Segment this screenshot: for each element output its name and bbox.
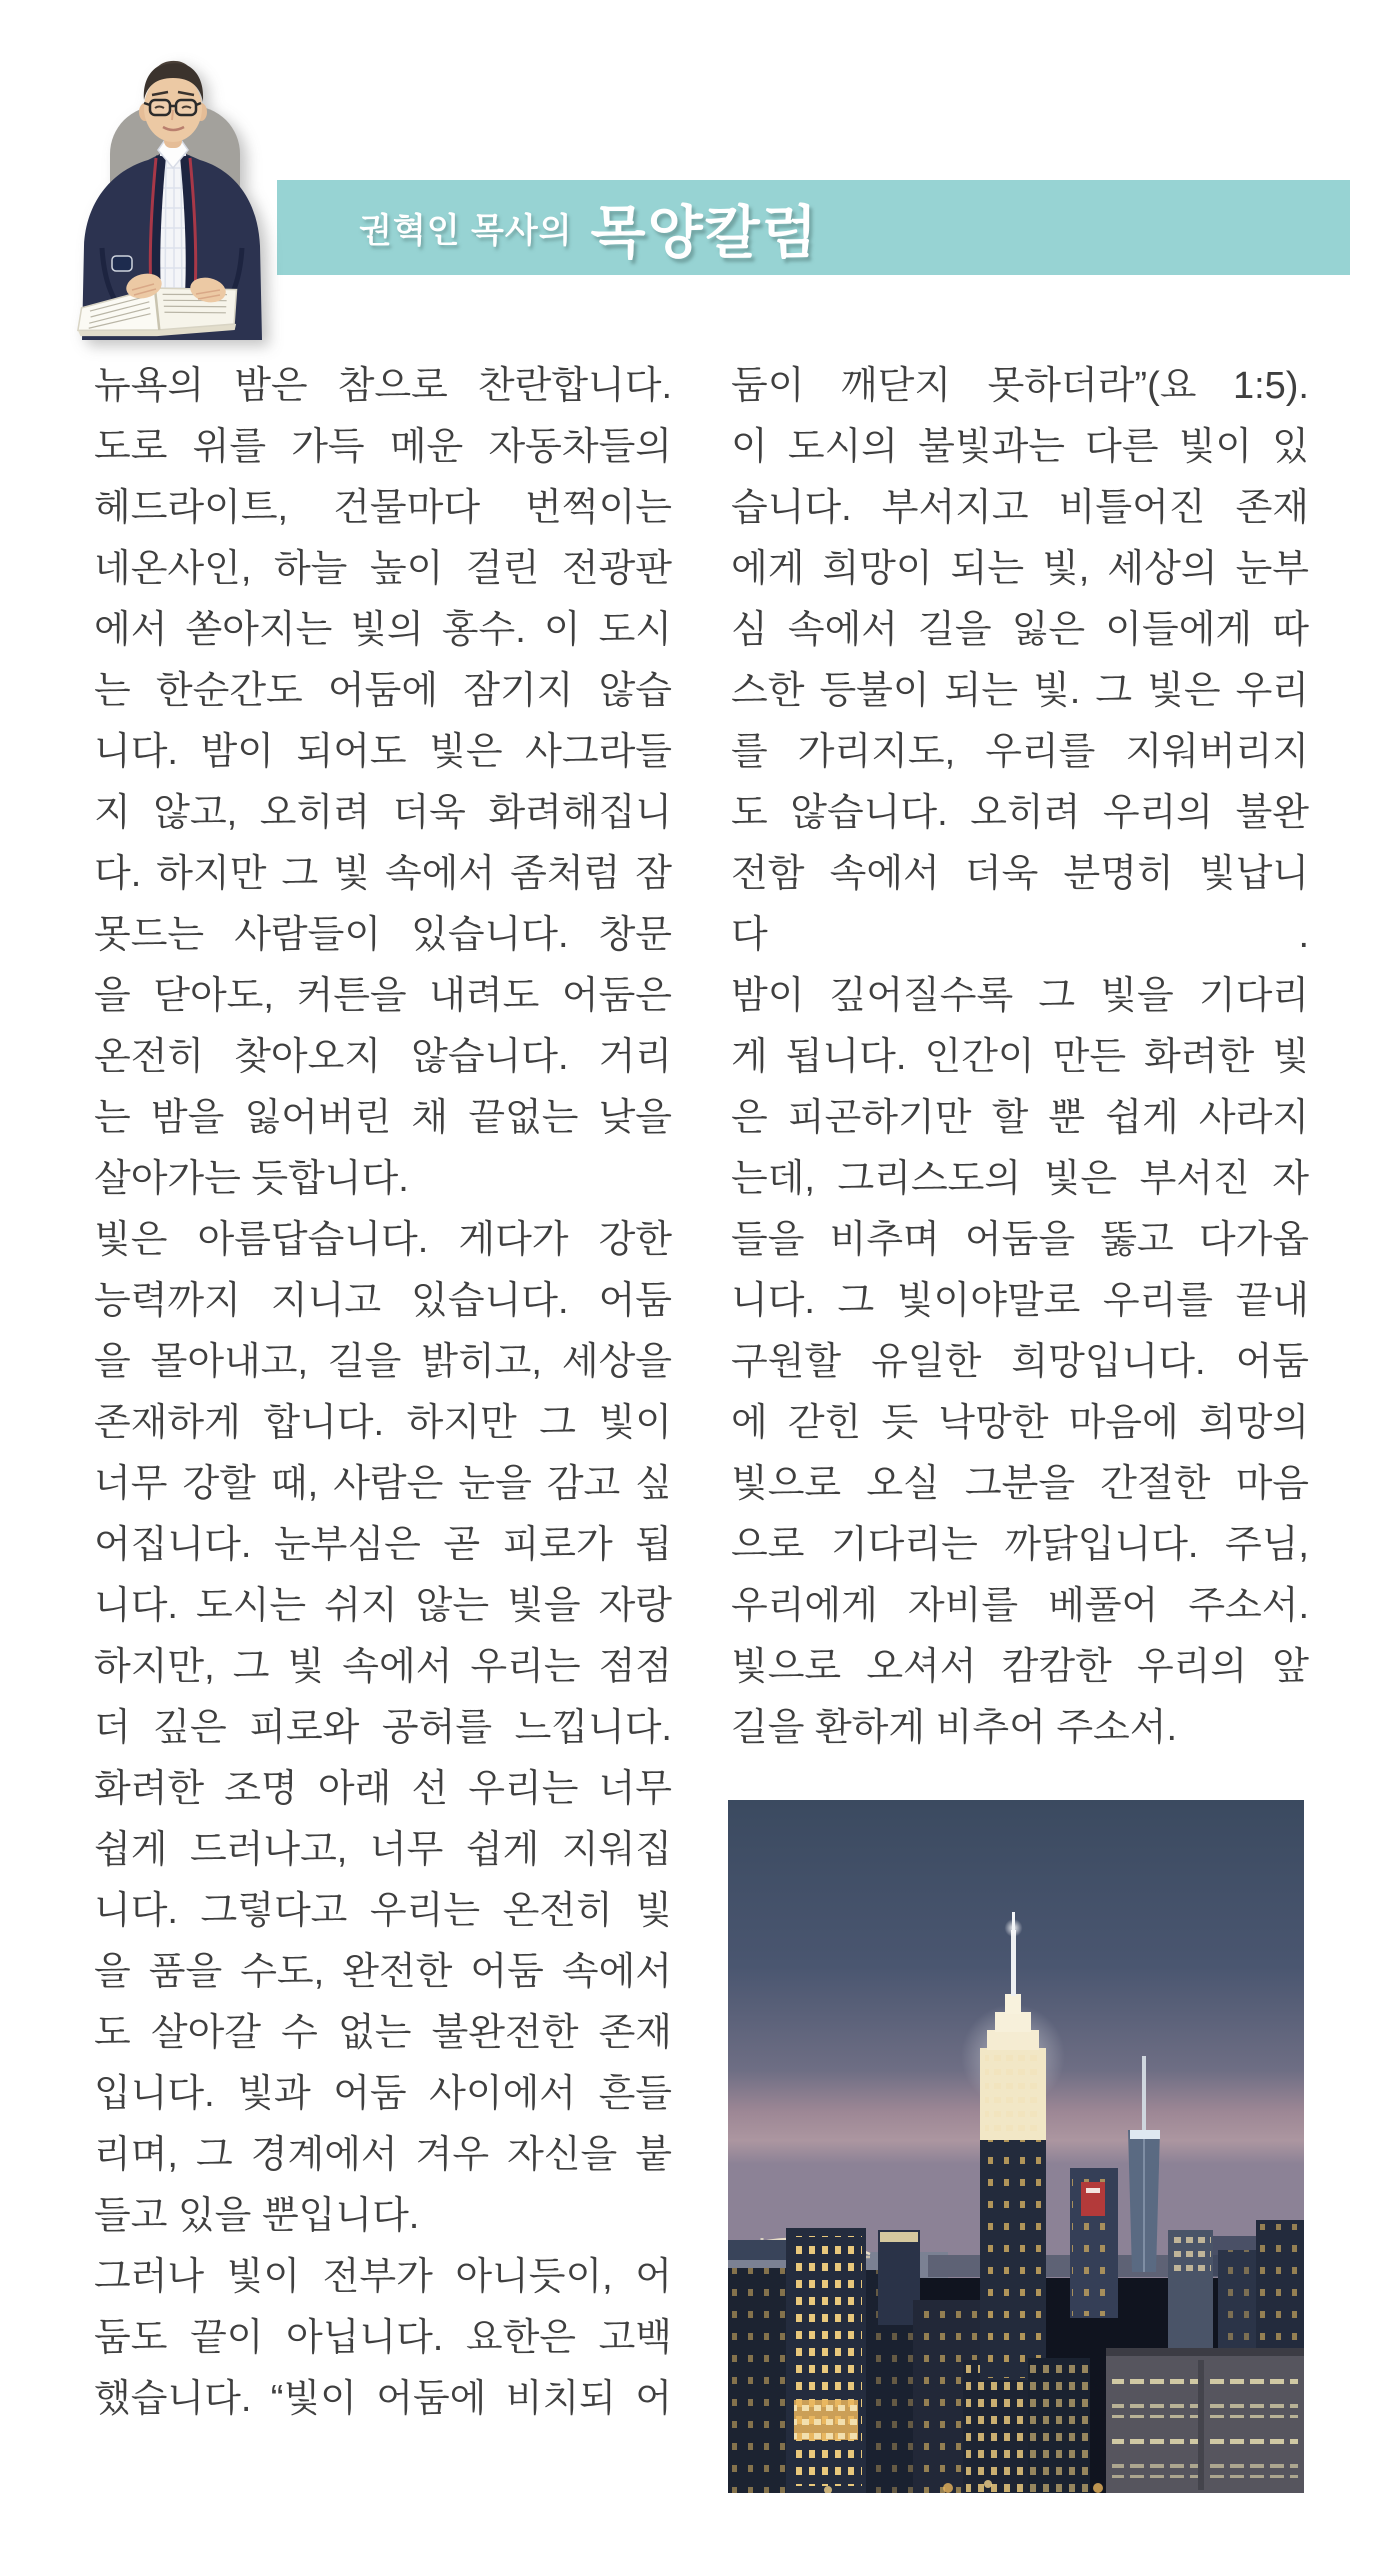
text-line: 뉴욕의 밤은 참으로 찬란합니다. — [94, 365, 672, 407]
text-line: 을 품을 수도, 완전한 어둠 속에서 — [94, 1951, 672, 1993]
text-line: 에서 쏟아지는 빛의 홍수. 이 도시 — [94, 609, 672, 651]
text-line: 빛으로 오셔서 캄캄한 우리의 앞 — [731, 1646, 1309, 1688]
text-line: 구원할 유일한 희망입니다. 어둠 — [731, 1341, 1309, 1383]
text-line: 게 됩니다. 인간이 만든 화려한 빛 — [731, 1036, 1309, 1078]
text-line: 습니다. 부서지고 비틀어진 존재 — [731, 487, 1309, 529]
text-line: 능력까지 지니고 있습니다. 어둠 — [94, 1280, 672, 1322]
text-line: 들고 있을 뿐입니다. — [94, 2195, 420, 2237]
pastor-portrait-photo — [62, 48, 280, 340]
text-line: 니다. 도시는 쉬지 않는 빛을 자랑 — [94, 1585, 672, 1627]
text-line: 빛으로 오실 그분을 간절한 마음 — [731, 1463, 1309, 1505]
text-line: 는 한순간도 어둠에 잠기지 않습 — [94, 670, 672, 712]
text-line: 더 깊은 피로와 공허를 느낍니다. — [94, 1707, 672, 1749]
far-buildings-left — [728, 2240, 788, 2260]
midtown-tower-red-sign — [1070, 2168, 1118, 2318]
text-line: 살아가는 듯합니다. — [94, 1158, 409, 1200]
text-line: 을 몰아내고, 길을 밝히고, 세상을 — [94, 1341, 672, 1383]
text-line: 입니다. 빛과 어둠 사이에서 흔들 — [94, 2073, 672, 2115]
text-line: 니다. 그렇다고 우리는 온전히 빛 — [94, 1890, 672, 1932]
text-line: 화려한 조명 아래 선 우리는 너무 — [94, 1768, 672, 1810]
lapel-right — [185, 156, 191, 310]
text-line: 심 속에서 길을 잃은 이들에게 따 — [731, 609, 1309, 651]
text-line: 네온사인, 하늘 높이 걸린 전광판 — [94, 548, 672, 590]
bottom-middle-tower — [1028, 2358, 1090, 2493]
text-line: 는데, 그리스도의 빛은 부서진 자 — [731, 1158, 1309, 1200]
text-line: 는 밤을 잃어버린 채 끝없는 낮을 — [94, 1097, 672, 1139]
text-line: 들을 비추며 어둠을 뚫고 다가옵 — [731, 1219, 1309, 1261]
text-line: 존재하게 합니다. 하지만 그 빛이 — [94, 1402, 672, 1444]
text-line: 이 도시의 불빛과는 다른 빛이 있 — [731, 426, 1309, 468]
amber-tower — [786, 2228, 866, 2493]
text-line: 스한 등불이 되는 빛. 그 빛은 우리 — [731, 670, 1309, 712]
text-line: 하지만, 그 빛 속에서 우리는 점점 — [94, 1646, 672, 1688]
text-line: 을 닫아도, 커튼을 내려도 어둠은 — [94, 975, 672, 1017]
banner-title-group — [359, 187, 819, 269]
text-line: 에게 희망이 되는 빛, 세상의 눈부 — [731, 548, 1309, 590]
text-line: 온전히 찾아오지 않습니다. 거리 — [94, 1036, 672, 1078]
nose — [172, 110, 173, 120]
text-line: 전함 속에서 더욱 분명히 빛납니 — [731, 853, 1309, 895]
text-line: 빛은 아름답습니다. 게다가 강한 — [94, 1219, 672, 1261]
text-line: 니다. 밤이 되어도 빛은 사그라들 — [94, 731, 672, 773]
text-line: 밤이 깊어질수록 그 빛을 기다리 — [731, 975, 1309, 1017]
city-night-photo — [728, 1800, 1304, 2493]
text-line: 에 갇힌 듯 낙망한 마음에 희망의 — [731, 1402, 1309, 1444]
text-line: 으로 기다리는 까닭입니다. 주님, — [731, 1524, 1309, 1566]
text-line: 어집니다. 눈부심은 곧 피로가 됩 — [94, 1524, 672, 1566]
text-line: 길을 환하게 비추어 주소서. — [731, 1707, 1178, 1749]
text-line: 둠도 끝이 아닙니다. 요한은 고백 — [94, 2317, 672, 2359]
text-line: 못드는 사람들이 있습니다. 창문 — [94, 914, 672, 956]
text-line: 니다. 그 빛이야말로 우리를 끝내 — [731, 1280, 1309, 1322]
wrist-watch — [112, 256, 132, 271]
text-line: 그러나 빛이 전부가 아니듯이, 어 — [94, 2256, 672, 2298]
text-line: 은 피곤하기만 할 뿐 쉽게 사라지 — [731, 1097, 1309, 1139]
text-line: 우리에게 자비를 베풀어 주소서. — [731, 1585, 1309, 1627]
bottom-right-building — [1106, 2348, 1304, 2493]
text-line: 쉽게 드러나고, 너무 쉽게 지워집 — [94, 1829, 672, 1871]
article-right-column — [731, 356, 1309, 1759]
text-line: 도 살아갈 수 없는 불완전한 존재 — [94, 2012, 672, 2054]
text-line: 둠이 깨닫지 못하더라”(요 1:5). — [731, 365, 1309, 407]
text-line: 헤드라이트, 건물마다 번쩍이는 — [94, 487, 672, 529]
text-line: 를 가리지도, 우리를 지워버리지 — [731, 731, 1309, 773]
text-line: 지 않고, 오히려 더욱 화려해집니 — [94, 792, 672, 834]
text-line: 리며, 그 경계에서 겨우 자신을 붙 — [94, 2134, 672, 2176]
column-title: 목양칼럼 — [590, 200, 819, 265]
column-kicker: 권혁인 목사의 — [359, 212, 573, 250]
text-line: 다. 하지만 그 빛 속에서 좀처럼 잠 — [94, 853, 672, 895]
text-line: 도 않습니다. 오히려 우리의 불완 — [731, 792, 1309, 834]
text-line: 했습니다. “빛이 어둠에 비치되 어 — [94, 2378, 672, 2420]
article-left-column — [94, 356, 672, 2430]
text-line: 도로 위를 가득 메운 자동차들의 — [94, 426, 672, 468]
text-line: 다 . — [731, 914, 1309, 956]
column-title-banner — [277, 180, 1350, 275]
text-line: 너무 강할 때, 사람은 눈을 감고 싶 — [94, 1463, 672, 1505]
